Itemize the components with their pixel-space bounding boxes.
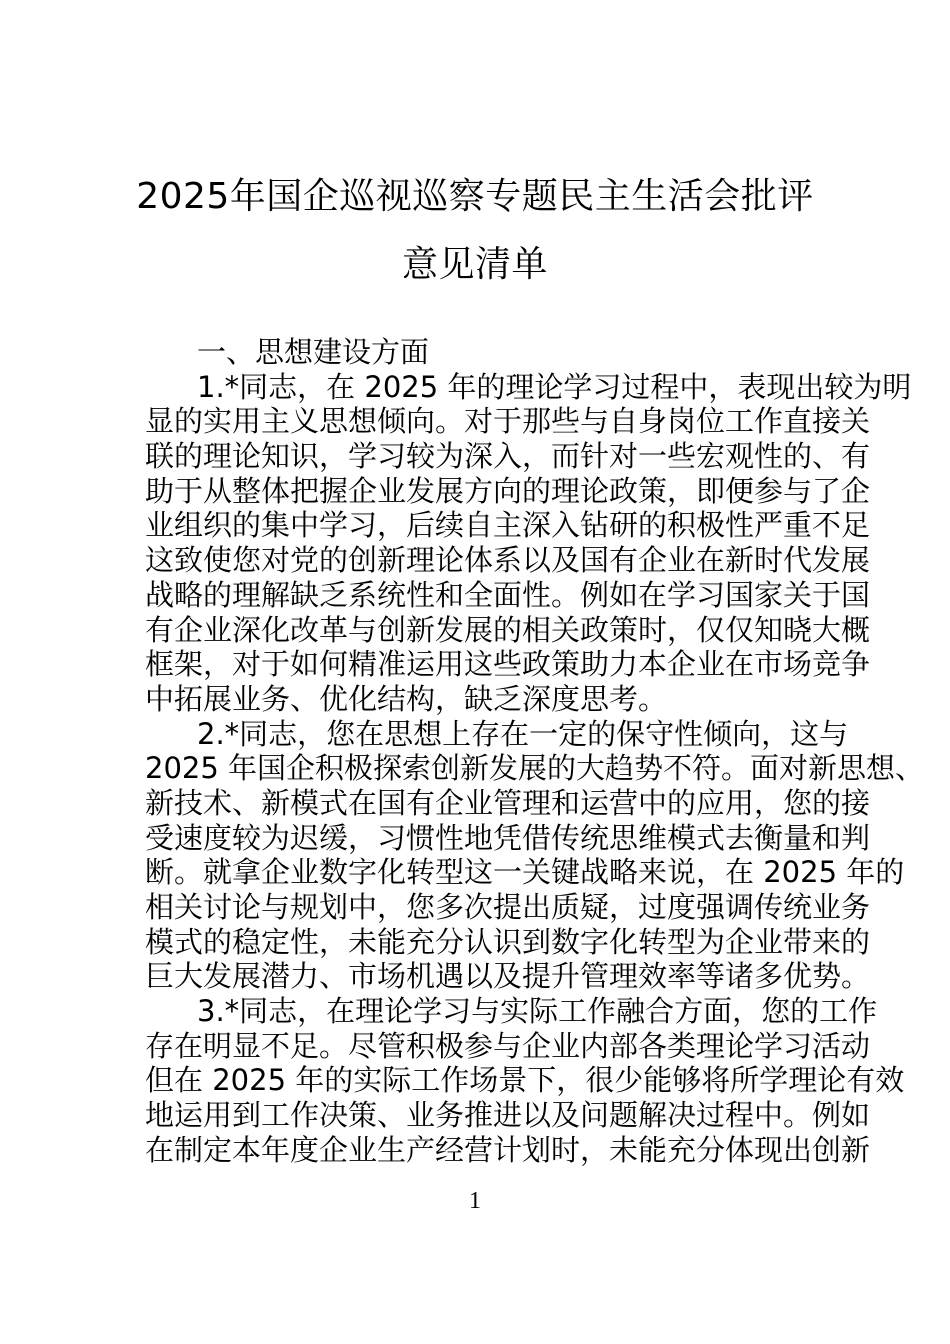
text-line: 新技术、新模式在国有企业管理和运营中的应用，您的接 bbox=[145, 785, 871, 820]
text-line: 地运用到工作决策、业务推进以及问题解决过程中。例如 bbox=[145, 1098, 871, 1133]
text-line: 在制定本年度企业生产经营计划时，未能充分体现出创新 bbox=[145, 1132, 871, 1167]
text-line: 助于从整体把握企业发展方向的理论政策，即便参与了企 bbox=[145, 473, 871, 508]
document-body bbox=[145, 335, 925, 1168]
text-line: 战略的理解缺乏系统性和全面性。例如在学习国家关于国 bbox=[145, 577, 871, 612]
text-line: 有企业深化改革与创新发展的相关政策时，仅仅知晓大概 bbox=[145, 612, 871, 647]
text-line: 中拓展业务、优化结构，缺乏深度思考。 bbox=[145, 681, 668, 716]
text-line: 2.*同志，您在思想上存在一定的保守性倾向，这与 bbox=[197, 716, 849, 751]
text-line: 1.*同志，在 2025 年的理论学习过程中，表现出较为明 bbox=[197, 369, 912, 404]
text-line: 联的理论知识，学习较为深入，而针对一些宏观性的、有 bbox=[145, 439, 871, 474]
text-line: 框架，对于如何精准运用这些政策助力本企业在市场竞争 bbox=[145, 647, 871, 682]
document-title-line-2: 意见清单 bbox=[401, 244, 548, 285]
section-heading bbox=[145, 335, 806, 370]
text-line: 一、思想建设方面 bbox=[197, 335, 430, 369]
text-line: 存在明显不足。尽管积极参与企业内部各类理论学习活动 bbox=[145, 1028, 871, 1063]
text-line: 模式的稳定性，未能充分认识到数字化转型为企业带来的 bbox=[145, 924, 871, 959]
paragraph bbox=[145, 994, 905, 1167]
text-line: 巨大发展潜力、市场机遇以及提升管理效率等诸多优势。 bbox=[145, 959, 871, 994]
text-line: 但在 2025 年的实际工作场景下，很少能够将所学理论有效 bbox=[145, 1063, 905, 1098]
text-line: 3.*同志，在理论学习与实际工作融合方面，您的工作 bbox=[197, 994, 878, 1029]
text-line: 业组织的集中学习，后续自主深入钻研的积极性严重不足 bbox=[145, 508, 871, 543]
paragraph bbox=[145, 716, 925, 995]
text-line: 断。就拿企业数字化转型这一关键战略来说，在 2025 年的 bbox=[145, 855, 905, 890]
page-number: 1 bbox=[469, 1188, 481, 1214]
text-line: 显的实用主义思想倾向。对于那些与自身岗位工作直接关 bbox=[145, 404, 871, 439]
text-line: 这致使您对党的创新理论体系以及国有企业在新时代发展 bbox=[145, 543, 871, 578]
text-line: 2025 年国企积极探索创新发展的大趋势不符。面对新思想、 bbox=[145, 751, 925, 786]
paragraph bbox=[145, 369, 912, 717]
text-line: 相关讨论与规划中，您多次提出质疑，过度强调传统业务 bbox=[145, 890, 871, 924]
text-line: 受速度较为迟缓，习惯性地凭借传统思维模式去衡量和判 bbox=[145, 820, 871, 855]
document-title-line-1: 2025年国企巡视巡察专题民主生活会批评 bbox=[136, 176, 814, 217]
